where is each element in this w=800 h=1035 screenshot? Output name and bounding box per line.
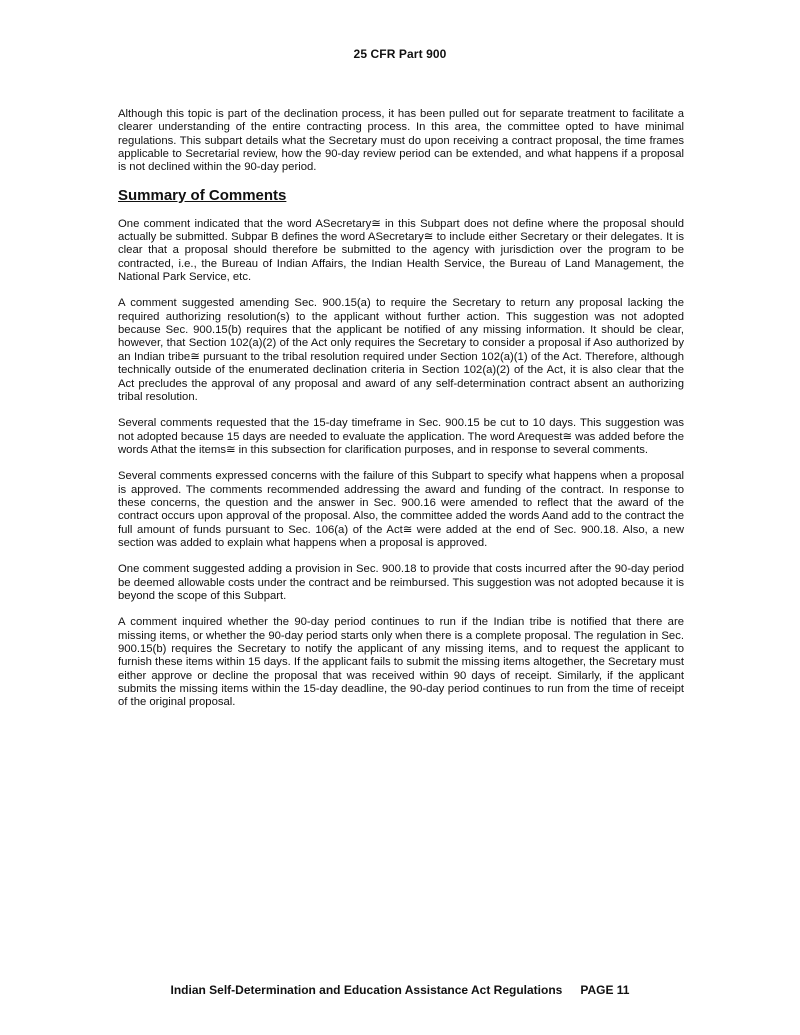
- page-header: 25 CFR Part 900: [353, 47, 447, 61]
- comment-paragraph-5: One comment suggested adding a provision in Sec. 900.18 to provide that costs incurred after the 90-day period be deemed allowable costs under the contract and be reimbursed. This suggestion was not adopted because it is beyond the scope of this Subpart.: [118, 563, 684, 602]
- comment-paragraph-2: A comment suggested amending Sec. 900.15(a) to require the Secretary to return any proposal lacking the required authorizing resolution(s) to the applicant without further action. This suggestion was not adopted because Sec. 900.15(b) requires that the applicant be notified of any missing information. It should be clear, however, that Section 102(a)(2) of the Act only requires the Secretary to consider a proposal if Aso authorized by an Indian tribe≅ pursuant to the tribal resolution required under Section 102(a)(1) of the Act. Therefore, although technically outside of the enumerated declination criteria in Section 102(a)(2) of the Act, it is also clear that the Act precludes the approval of any proposal and award of any self-determination contract absent an authorizing tribal resolution.: [118, 297, 684, 403]
- comment-paragraph-3: Several comments requested that the 15-day timeframe in Sec. 900.15 be cut to 10 days. This suggestion was not adopted because 15 days are needed to evaluate the application. The word Arequest≅ was added before the words Athat the items≅ in this subsection for clarification purposes, and in response to several comments.: [118, 417, 684, 456]
- comment-paragraph-6: A comment inquired whether the 90-day period continues to run if the Indian tribe is notified that there are missing items, or whether the 90-day period starts only when there is a complete proposal. The regulation in Sec. 900.15(b) requires the Secretary to notify the applicant of any missing items, and to request the applicant to furnish these items within 15 days. If the applicant fails to submit the missing items altogether, the Secretary must either approve or decline the proposal that was received within 90 days of receipt. Similarly, if the applicant submits the missing items within the 15-day deadline, the 90-day period continues to run from the time of receipt of the original proposal.: [118, 616, 684, 709]
- comment-paragraph-4: Several comments expressed concerns with the failure of this Subpart to specify what happens when a proposal is approved. The comments recommended addressing the award and funding of the contract. In response to these concerns, the question and the answer in Sec. 900.16 were amended to reflect that the award of the contract occurs upon approval of the proposal. Also, the committee added the words Aand add to the contract the full amount of funds pursuant to Sec. 106(a) of the Act≅ were added at the end of Sec. 900.18. Also, a new section was added to explain what happens when a proposal is approved.: [118, 470, 684, 549]
- page-number: PAGE 11: [580, 983, 630, 997]
- footer-title: Indian Self-Determination and Education Assistance Act Regulations: [170, 983, 563, 997]
- section-heading: Summary of Comments: [118, 186, 287, 204]
- comment-paragraph-1: One comment indicated that the word ASecretary≅ in this Subpart does not define where the proposal should actually be submitted. Subpar B defines the word ASecretary≅ to include either Secretary or their delegates. It is clear that a proposal should therefore be submitted to the agency with jurisdiction over the program to be contracted, i.e., the Bureau of Indian Affairs, the Indian Health Service, the Bureau of Land Management, the National Park Service, etc.: [118, 217, 684, 284]
- intro-paragraph: Although this topic is part of the declination process, it has been pulled out for separate treatment to facilitate a clearer understanding of the entire contracting process. In this area, the committee opted to have minimal regulations. This subpart details what the Secretary must do upon receiving a contract proposal, the time frames applicable to Secretarial review, how the 90-day review period can be extended, and what happens if a proposal is not declined within the 90-day period.: [118, 108, 684, 174]
- document-body: [118, 108, 684, 710]
- page-footer: [0, 983, 800, 997]
